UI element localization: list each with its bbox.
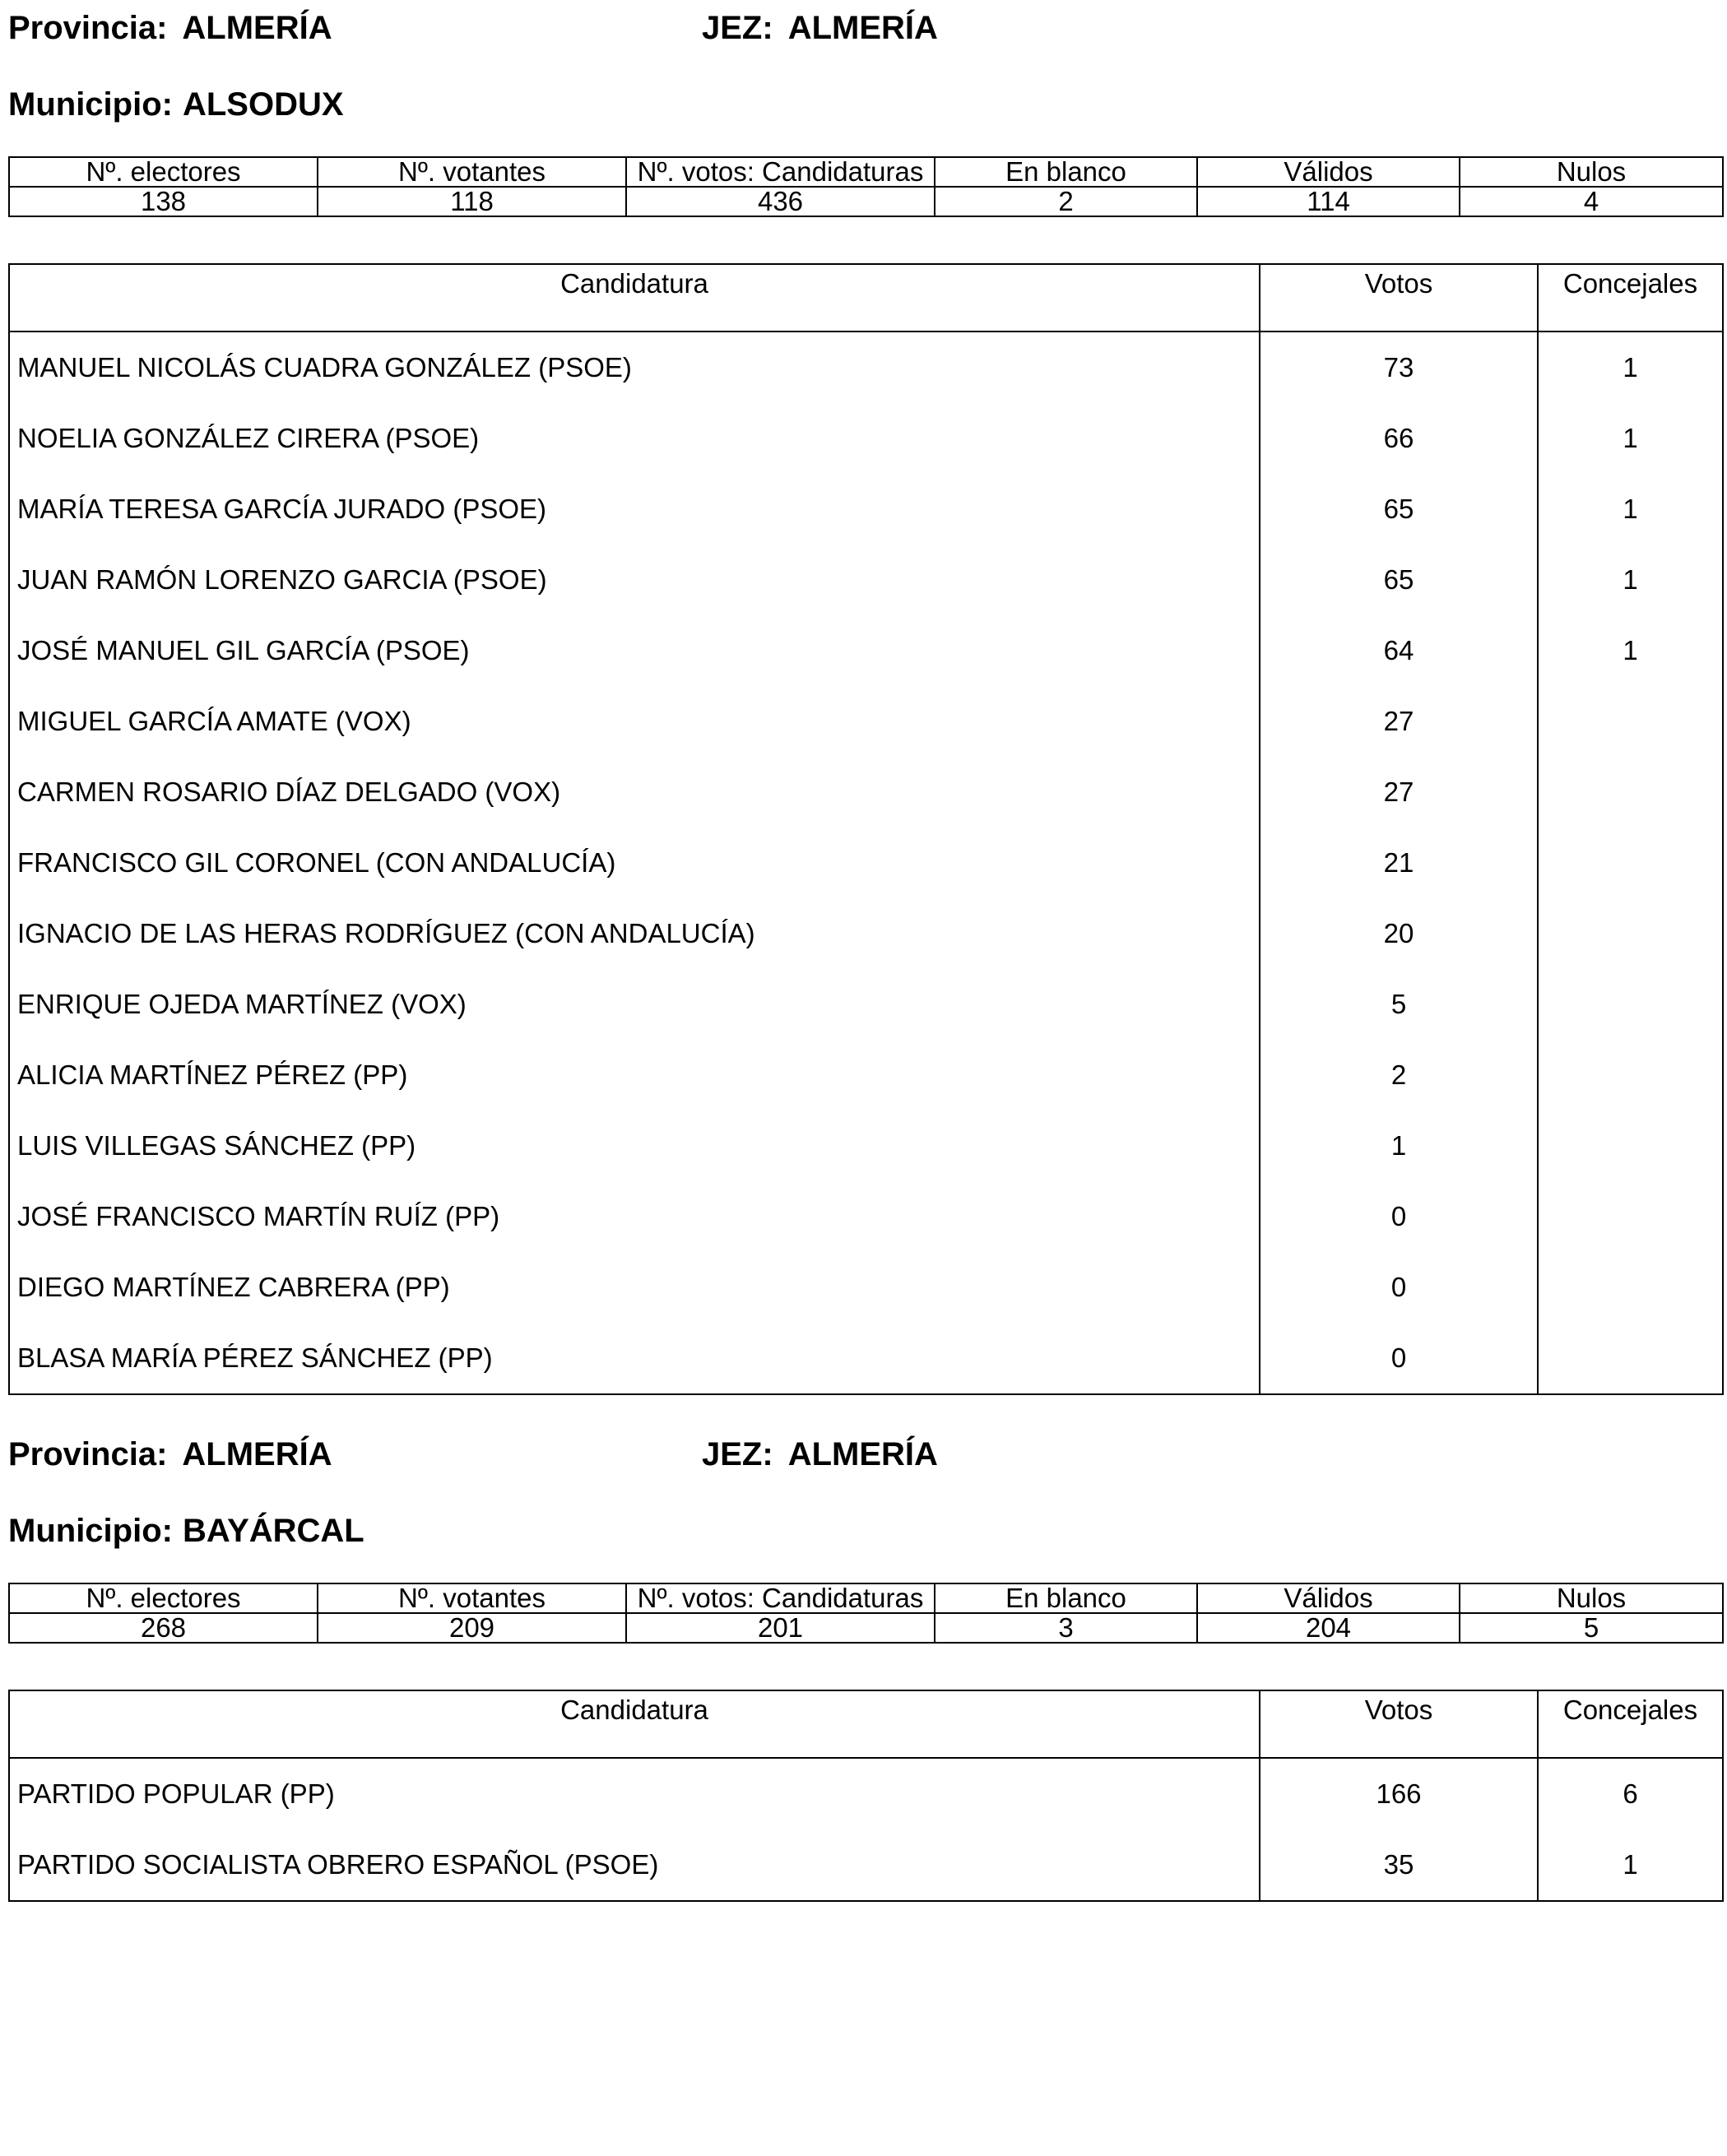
candidate-concejales: 6	[1623, 1778, 1638, 1809]
candidate-concejales	[1538, 757, 1723, 828]
stats-value-row	[9, 187, 1723, 216]
candidate-votos: 20	[1260, 898, 1538, 969]
candidate-name: LUIS VILLEGAS SÁNCHEZ (PP)	[9, 1110, 1260, 1181]
jez-value: ALMERÍA	[787, 1436, 938, 1472]
en-blanco-header: En blanco	[935, 157, 1197, 187]
provincia-header	[8, 1438, 332, 1471]
candidates-table	[8, 263, 1724, 1395]
validos-header: Válidos	[1197, 1583, 1460, 1613]
candidate-name: CARMEN ROSARIO DÍAZ DELGADO (VOX)	[9, 757, 1260, 828]
votantes-header: Nº. votantes	[318, 1583, 626, 1613]
validos-value: 114	[1197, 187, 1460, 216]
candidate-name: JUAN RAMÓN LORENZO GARCIA (PSOE)	[9, 545, 1260, 615]
stats-table	[8, 1583, 1724, 1644]
candidate-concejales: 1	[1623, 494, 1638, 524]
candidate-votos: 27	[1260, 757, 1538, 828]
stats-header-row	[9, 157, 1723, 187]
candidate-row	[9, 1110, 1723, 1181]
candidate-row	[9, 1252, 1723, 1323]
nulos-value: 5	[1460, 1613, 1723, 1643]
candidate-row	[9, 686, 1723, 757]
votos-candidaturas-value: 436	[626, 187, 935, 216]
candidate-votos: 0	[1260, 1181, 1538, 1252]
candidate-votos: 2	[1260, 1040, 1538, 1110]
candidate-concejales: 1	[1623, 352, 1638, 383]
municipio-label: Municipio:	[8, 86, 173, 123]
candidate-concejales	[1538, 686, 1723, 757]
candidate-votos: 66	[1260, 403, 1538, 474]
votantes-value: 118	[318, 187, 626, 216]
candidate-concejales	[1538, 898, 1723, 969]
jez-value: ALMERÍA	[787, 10, 938, 46]
candidate-row	[9, 757, 1723, 828]
validos-value: 204	[1197, 1613, 1460, 1643]
candidate-votos: 5	[1260, 969, 1538, 1040]
candidate-votos: 27	[1260, 686, 1538, 757]
candidate-name: FRANCISCO GIL CORONEL (CON ANDALUCÍA)	[9, 828, 1260, 898]
candidate-votos: 1	[1260, 1110, 1538, 1181]
candidate-row	[9, 1323, 1723, 1394]
candidate-name: MANUEL NICOLÁS CUADRA GONZÁLEZ (PSOE)	[9, 332, 1260, 403]
candidate-concejales	[1538, 828, 1723, 898]
en-blanco-header: En blanco	[935, 1583, 1197, 1613]
candidate-name: ENRIQUE OJEDA MARTÍNEZ (VOX)	[9, 969, 1260, 1040]
candidate-name: DIEGO MARTÍNEZ CABRERA (PP)	[9, 1252, 1260, 1323]
candidate-row	[9, 1181, 1723, 1252]
candidate-votos: 0	[1260, 1323, 1538, 1394]
candidate-votos: 35	[1260, 1829, 1538, 1901]
municipio-header	[8, 88, 344, 121]
candidate-concejales	[1538, 1181, 1723, 1252]
candidate-row	[9, 969, 1723, 1040]
candidate-votos: 65	[1260, 474, 1538, 545]
municipio-header	[8, 1514, 364, 1547]
candidate-name: MARÍA TERESA GARCÍA JURADO (PSOE)	[9, 474, 1260, 545]
candidates-header-row	[9, 1690, 1723, 1758]
candidate-row	[9, 403, 1723, 474]
candidate-row	[9, 1758, 1723, 1829]
candidate-row	[9, 828, 1723, 898]
candidate-votos: 65	[1260, 545, 1538, 615]
candidate-row	[9, 545, 1723, 615]
en-blanco-value: 2	[935, 187, 1197, 216]
jez-header	[702, 1438, 938, 1471]
electores-value: 268	[9, 1613, 318, 1643]
concejales-header: Concejales	[1538, 1690, 1723, 1758]
stats-header-row	[9, 1583, 1723, 1613]
votantes-value: 209	[318, 1613, 626, 1643]
candidate-name: IGNACIO DE LAS HERAS RODRÍGUEZ (CON ANDALUCÍA)	[9, 898, 1260, 969]
nulos-value: 4	[1460, 187, 1723, 216]
provincia-label: Provincia:	[8, 1436, 168, 1472]
municipio-value: BAYÁRCAL	[182, 1513, 364, 1549]
candidate-name: PARTIDO POPULAR (PP)	[9, 1758, 1260, 1829]
provincia-value: ALMERÍA	[182, 1436, 332, 1472]
candidate-votos: 166	[1260, 1758, 1538, 1829]
candidates-header-row	[9, 264, 1723, 332]
validos-header: Válidos	[1197, 157, 1460, 187]
candidate-votos: 21	[1260, 828, 1538, 898]
stats-value-row	[9, 1613, 1723, 1643]
jez-label: JEZ:	[702, 10, 773, 46]
candidate-concejales: 1	[1623, 1849, 1638, 1880]
candidate-votos: 0	[1260, 1252, 1538, 1323]
votos-candidaturas-header: Nº. votos: Candidaturas	[626, 1583, 935, 1613]
concejales-header: Concejales	[1538, 264, 1723, 332]
candidate-concejales: 1	[1623, 564, 1638, 595]
candidate-votos: 64	[1260, 615, 1538, 686]
nulos-header: Nulos	[1460, 157, 1723, 187]
votos-candidaturas-header: Nº. votos: Candidaturas	[626, 157, 935, 187]
candidate-name: PARTIDO SOCIALISTA OBRERO ESPAÑOL (PSOE)	[9, 1829, 1260, 1901]
candidate-votos: 73	[1260, 332, 1538, 403]
candidate-row	[9, 1829, 1723, 1901]
candidate-concejales	[1538, 1252, 1723, 1323]
electores-header: Nº. electores	[9, 1583, 318, 1613]
provincia-header	[8, 12, 332, 44]
candidate-name: MIGUEL GARCÍA AMATE (VOX)	[9, 686, 1260, 757]
provincia-value: ALMERÍA	[182, 10, 332, 46]
jez-label: JEZ:	[702, 1436, 773, 1472]
candidates-table	[8, 1690, 1724, 1902]
candidate-row	[9, 1040, 1723, 1110]
candidate-name: JOSÉ FRANCISCO MARTÍN RUÍZ (PP)	[9, 1181, 1260, 1252]
candidate-concejales	[1538, 1110, 1723, 1181]
candidate-name: BLASA MARÍA PÉREZ SÁNCHEZ (PP)	[9, 1323, 1260, 1394]
stats-table	[8, 156, 1724, 217]
votos-header: Votos	[1260, 1690, 1538, 1758]
candidate-row	[9, 474, 1723, 545]
en-blanco-value: 3	[935, 1613, 1197, 1643]
electores-header: Nº. electores	[9, 157, 318, 187]
electores-value: 138	[9, 187, 318, 216]
candidate-row	[9, 898, 1723, 969]
candidate-concejales: 1	[1623, 423, 1638, 453]
votos-header: Votos	[1260, 264, 1538, 332]
jez-header	[702, 12, 938, 44]
candidate-name: JOSÉ MANUEL GIL GARCÍA (PSOE)	[9, 615, 1260, 686]
nulos-header: Nulos	[1460, 1583, 1723, 1613]
candidate-row	[9, 332, 1723, 403]
candidates-body	[9, 332, 1723, 1394]
candidate-concejales	[1538, 969, 1723, 1040]
candidate-concejales	[1538, 1323, 1723, 1394]
candidate-name: ALICIA MARTÍNEZ PÉREZ (PP)	[9, 1040, 1260, 1110]
candidate-concejales	[1538, 1040, 1723, 1110]
votos-candidaturas-value: 201	[626, 1613, 935, 1643]
municipio-value: ALSODUX	[182, 86, 344, 123]
candidatura-header: Candidatura	[9, 264, 1260, 332]
candidatura-header: Candidatura	[9, 1690, 1260, 1758]
candidate-concejales: 1	[1623, 635, 1638, 665]
votantes-header: Nº. votantes	[318, 157, 626, 187]
candidates-body	[9, 1758, 1723, 1901]
provincia-label: Provincia:	[8, 10, 168, 46]
candidate-name: NOELIA GONZÁLEZ CIRERA (PSOE)	[9, 403, 1260, 474]
municipio-label: Municipio:	[8, 1513, 173, 1549]
candidate-row	[9, 615, 1723, 686]
